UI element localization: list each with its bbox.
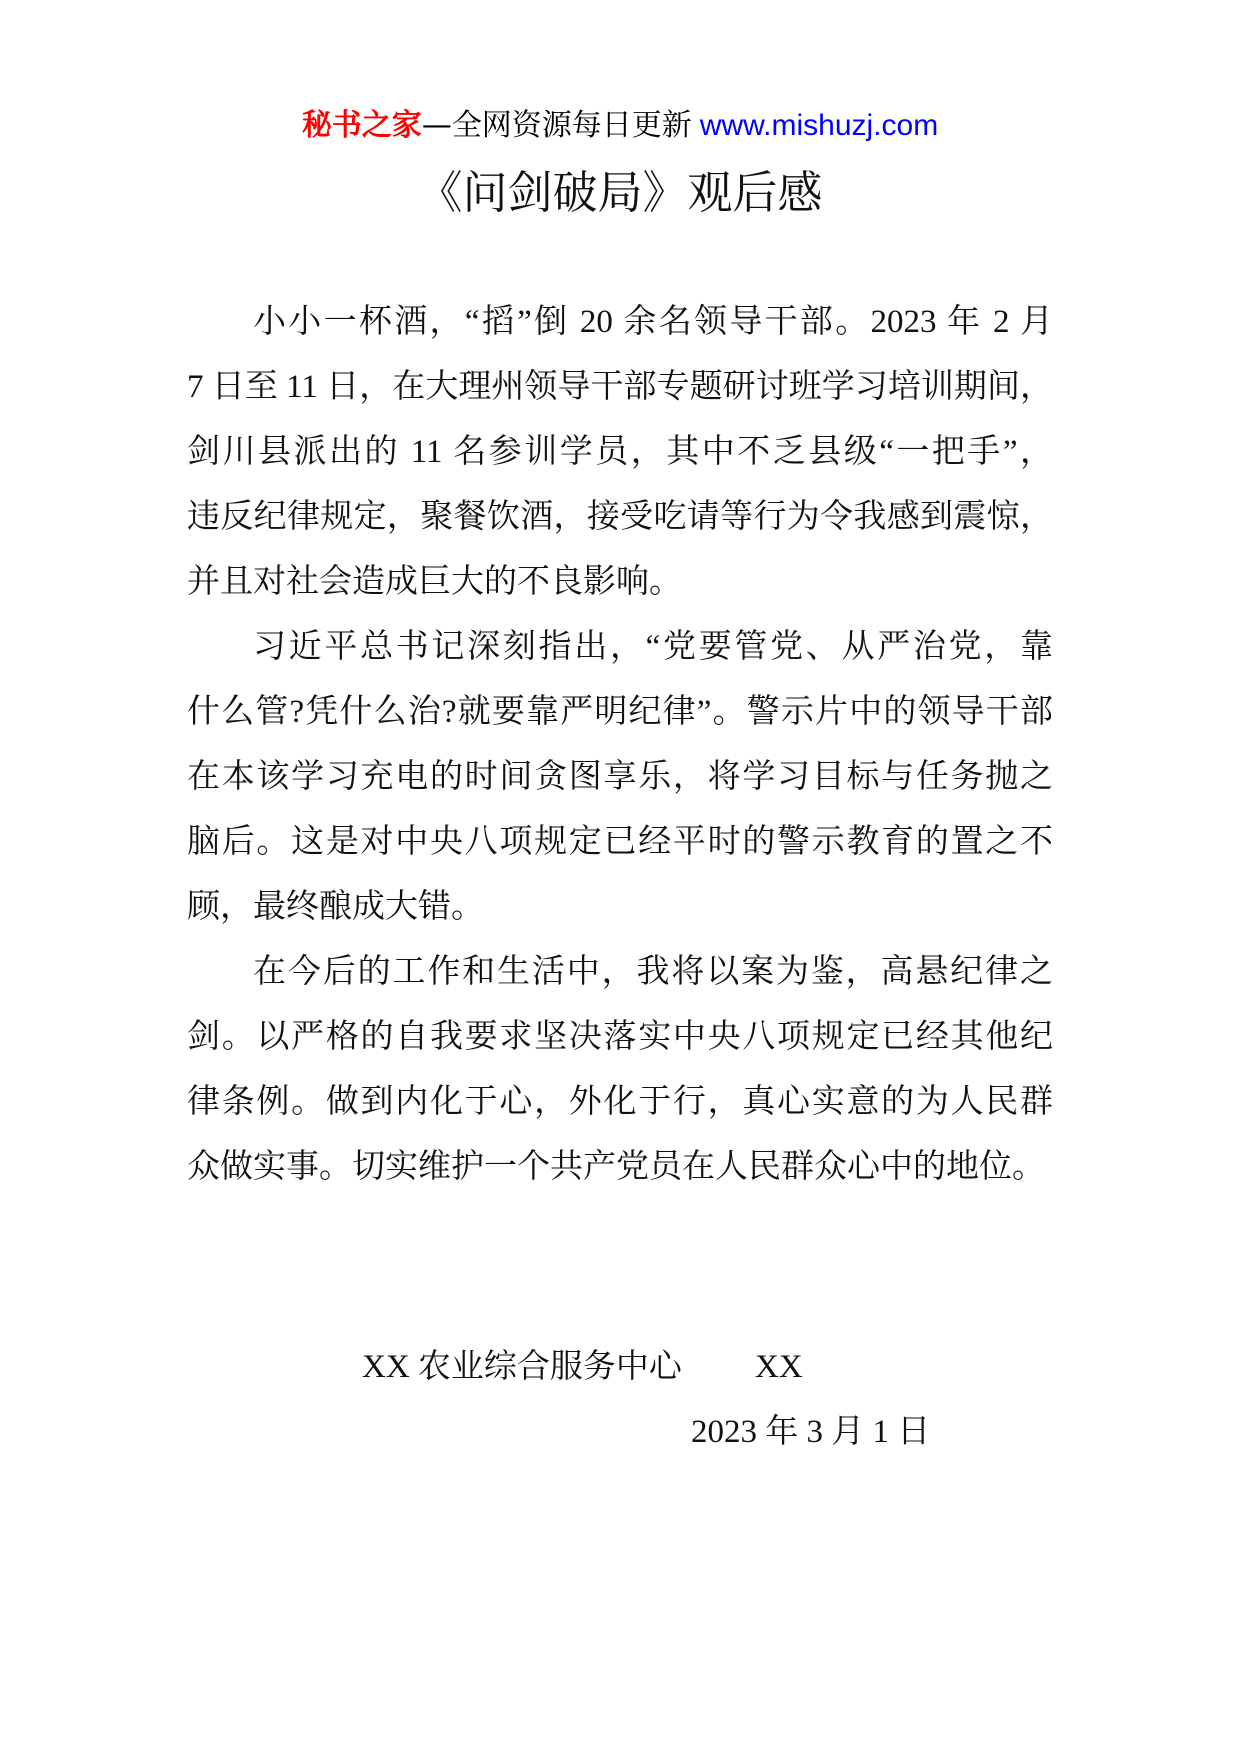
paragraph-line: 律条例。做到内化于心，外化于行，真心实意的为人民群 — [187, 1084, 1053, 1120]
header-slogan: —全网资源每日更新 — [421, 108, 692, 143]
paragraph-line: 顾，最终酿成大错。 — [187, 889, 484, 925]
site-header — [0, 104, 1240, 148]
paragraph-line: 小小一杯酒，“搯”倒 20 余名领导干部。2023 年 2 月 — [253, 304, 1053, 340]
header-url: www.mishuzj.com — [699, 109, 939, 142]
document-title: 《问剑破局》观后感 — [417, 168, 823, 218]
paragraph-line: 在今后的工作和生活中，我将以案为鉴，高悬纪律之 — [253, 954, 1053, 990]
paragraph-line: 什么管?凭什么治?就要靠严明纪律”。警示片中的领导干部 — [187, 694, 1053, 730]
paragraph — [187, 290, 1053, 615]
paragraph — [187, 940, 1053, 1200]
signature-name: XX — [755, 1349, 803, 1385]
paragraph — [187, 615, 1053, 940]
document-body — [187, 290, 1053, 1200]
paragraph-line: 众做实事。切实维护一个共产党员在人民群众心中的地位。 — [187, 1149, 1045, 1185]
paragraph-line: 剑。以严格的自我要求坚决落实中央八项规定已经其他纪 — [187, 1019, 1053, 1055]
paragraph-line: 习近平总书记深刻指出，“党要管党、从严治党，靠 — [253, 629, 1053, 665]
signature-date: 2023 年 3 月 1 日 — [691, 1414, 931, 1450]
paragraph-line: 7 日至 11 日，在大理州领导干部专题研讨班学习培训期间， — [187, 369, 1053, 405]
paragraph-line: 剑川县派出的 11 名参训学员，其中不乏县级“一把手”， — [187, 434, 1053, 470]
paragraph-line: 在本该学习充电的时间贪图享乐，将学习目标与任务抛之 — [187, 759, 1053, 795]
brand-name: 秘书之家 — [301, 108, 422, 143]
paragraph-line: 脑后。这是对中央八项规定已经平时的警示教育的置之不 — [187, 824, 1053, 860]
signature-organization: XX 农业综合服务中心 — [362, 1349, 682, 1385]
paragraph-line: 违反纪律规定，聚餐饮酒，接受吃请等行为令我感到震惊， — [187, 499, 1053, 535]
paragraph-line: 并且对社会造成巨大的不良影响。 — [187, 564, 682, 600]
